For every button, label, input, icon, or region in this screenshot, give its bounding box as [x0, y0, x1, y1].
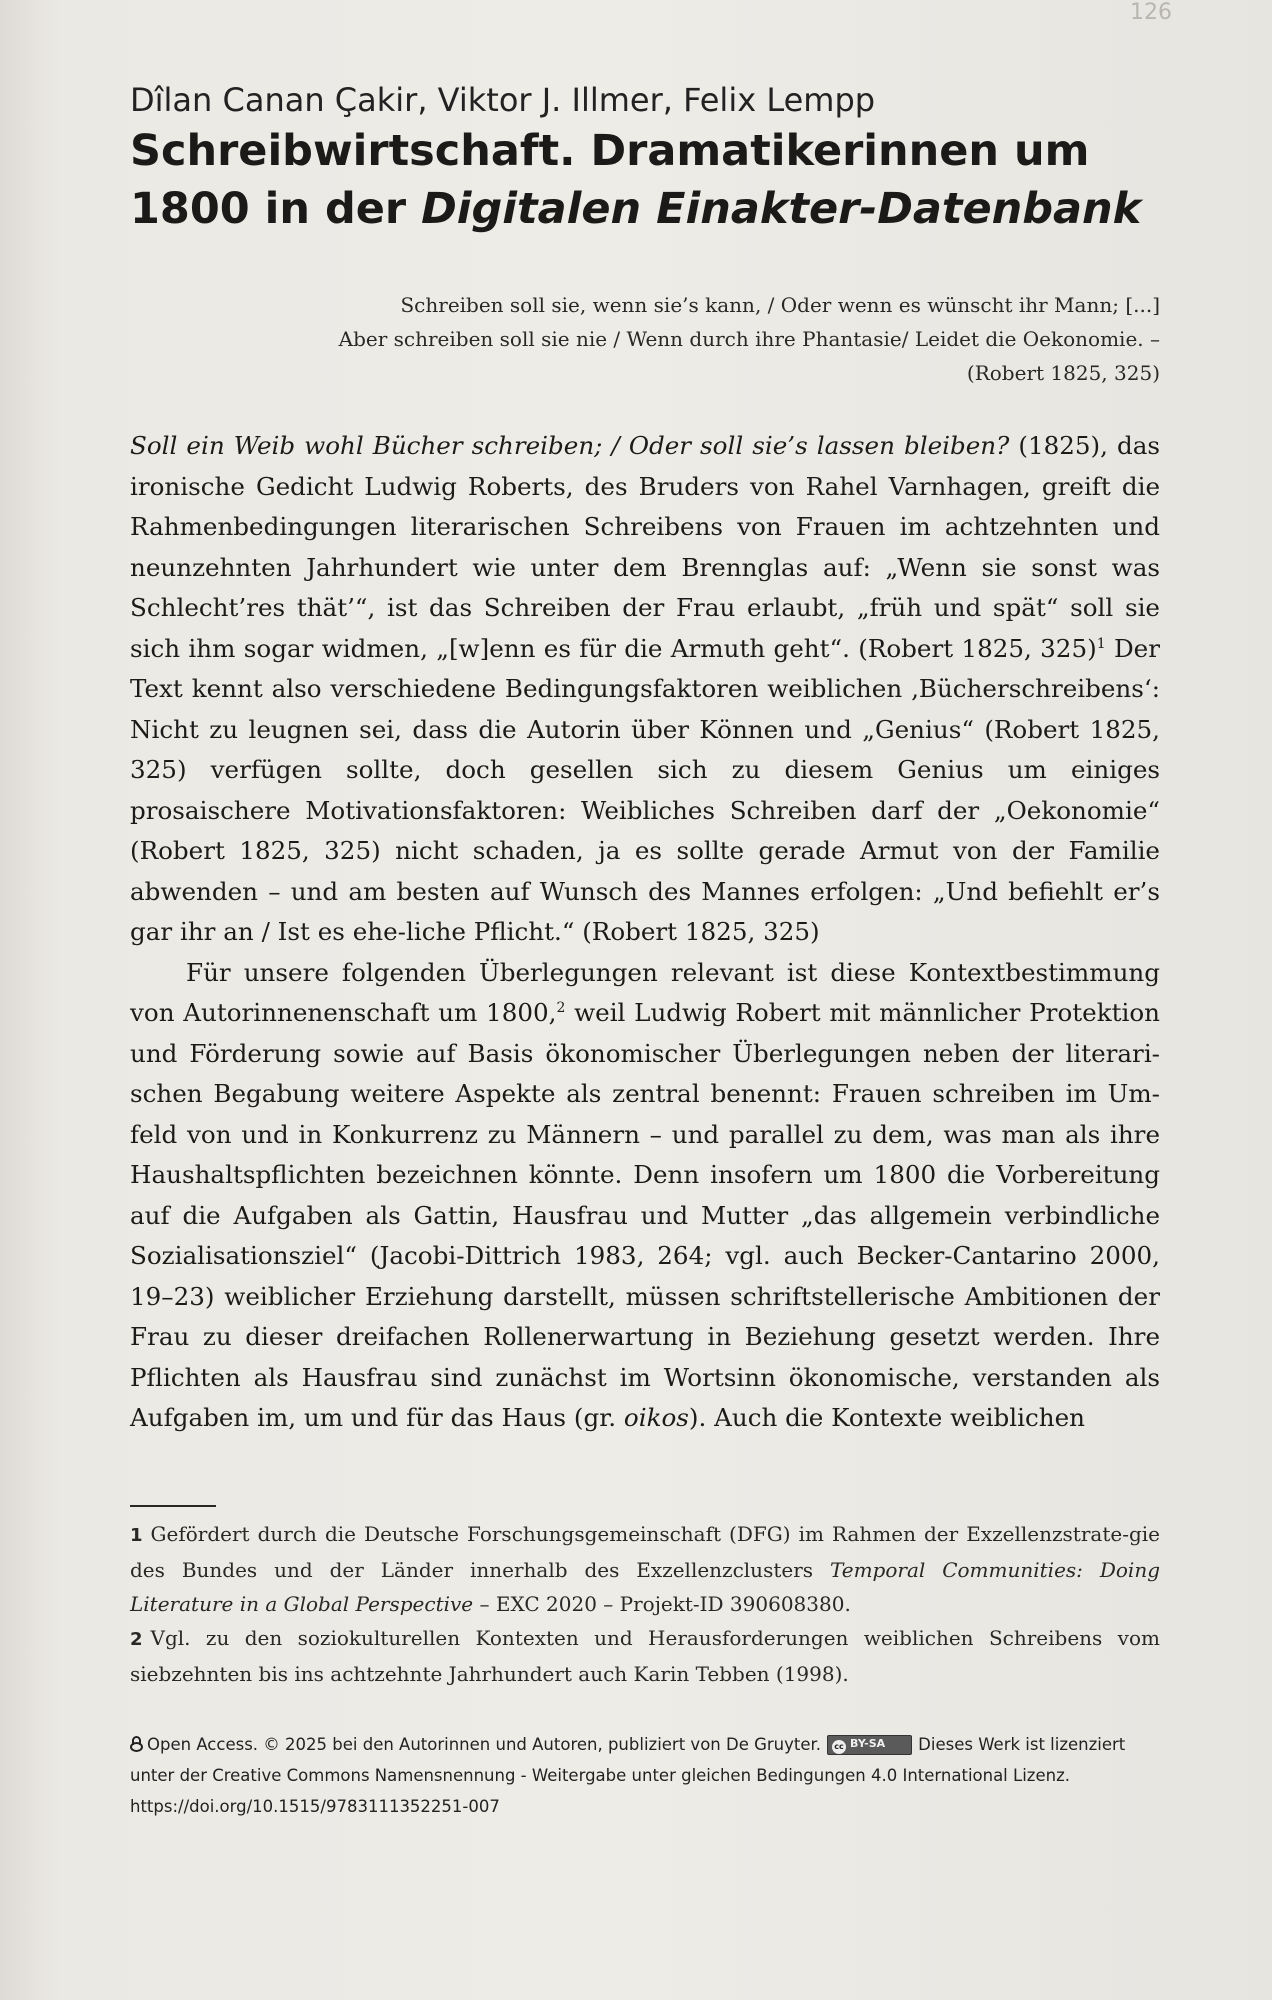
paragraph-1-text-b: Der Text kennt also verschiedene Bedingungsfaktoren weiblichen ‚Bücherschreibens‘: Nicht zu leugnen sei, dass die Autorin über Können und „Genius“ (Robert 1825, 325) verfügen sollte, doch gesellen sich zu diesem Genius um einiges prosaischere Motivationsfaktoren: Weibliches Schreiben darf der „Oekonomie“ (Robert 1825, 325) nicht schaden, ja es sollte gerade Armut von der Familie abwenden – und am besten auf Wunsch des Mannes erfolgen: „Und befiehlt er’s gar ihr an / Ist es ehe-liche Pflicht.“ (Robert 1825, 325) — [130, 633, 1160, 946]
footnote-divider — [130, 1505, 216, 1507]
footnote-1-text-b: – EXC 2020 – Projekt-ID 390608380. — [473, 1591, 851, 1616]
epigraph-line-2: Aber schreiben soll sie nie / Wenn durch ihre Phantasie/ Leidet die Oekonomie. – — [338, 327, 1160, 351]
license-text-b: Dieses Werk ist lizenziert unter der Creative Commons Namensnennung - Weitergabe unter gleichen Bedingungen 4.0 International Lizenz. — [130, 1734, 1126, 1785]
paragraph-1-text-a: (1825), das ironische Gedicht Ludwig Roberts, des Bruders von Rahel Varnhagen, greift die Rahmenbedingungen literarischen Schreibens von Frauen im achtzehnten und neunzehnten Jahrhundert wie unter dem Brennglas auf: „Wenn sie sonst was Schlecht’res thät’“, ist das Schreiben der Frau erlaubt, „früh und spät“ soll sie sich ihm sogar widmen, „[w]enn es für die Armuth geht“. (Robert 1825, 325) — [130, 431, 1160, 663]
epigraph-source: (Robert 1825, 325) — [966, 361, 1160, 385]
license-text-a: Open Access. © 2025 bei den Autorinnen und Autoren, publiziert von De Gruyter. — [147, 1734, 822, 1754]
license-text — [130, 1729, 1160, 1791]
chapter-content — [130, 78, 1160, 1822]
footnote-1-italic: Temporal Communities: Doing Literature in a Global Perspective — [130, 1557, 1161, 1616]
epigraph — [130, 288, 1160, 390]
footnote-number: 1 — [130, 1524, 143, 1546]
poem-title: Soll ein Weib wohl Bücher schreiben; / Oder soll sie’s lassen bleiben? — [130, 431, 1010, 460]
paragraph-2 — [130, 953, 1160, 1439]
license-notice — [130, 1729, 1160, 1822]
footnote-1 — [130, 1517, 1160, 1621]
cc-badge-label: BY-SA — [850, 1737, 886, 1750]
paragraph-1 — [130, 426, 1160, 953]
paragraph-2-text-a: Für unsere folgenden Überlegungen relevant ist diese Kontextbestimmung von Autorinnenenschaft um 1800, — [130, 957, 1160, 1027]
footnote-1-text-a: Gefördert durch die Deutsche Forschungsgemeinschaft (DFG) im Rahmen der Exzellenzstrate-gie des Bundes und der Länder innerhalb des Exzellenzclusters — [130, 1521, 1160, 1582]
footnote-ref-1[interactable]: 1 — [1096, 635, 1106, 652]
title-line-2: 1800 in der — [130, 184, 422, 234]
cc-by-sa-badge-icon[interactable] — [827, 1735, 912, 1755]
footnote-2 — [130, 1621, 1160, 1691]
chapter-authors: Dîlan Canan Çakir, Viktor J. Illmer, Felix Lempp — [130, 81, 876, 119]
paragraph-2-text-b: weil Ludwig Robert mit männlicher Protektion und Förderung sowie auf Basis ökonomischer Überlegungen neben der literari-schen Begabung weitere Aspekte als zentral benennt: Frauen schreiben im Um-feld von und in Konkurrenz zu Männern – und parallel zu dem, was man als ihre Haushaltspflichten bezeichnen könnte. Denn insofern um 1800 die Vorbereitung auf die Aufgaben als Gattin, Hausfrau und Mutter „das allgemein verbindliche Sozialisationsziel“ (Jacobi-Dittrich 1983, 264; vgl. auch Becker-Cantarino 2000, 19–23) weiblicher Erziehung darstellt, müssen schriftstellerische Ambitionen der Frau zu dieser dreifachen Rollenerwartung in Beziehung gesetzt werden. Ihre Pflichten als Hausfrau sind zunächst im Wortsinn ökonomische, verstanden als Aufgaben im, um und für das Haus (gr. — [130, 998, 1160, 1432]
title-italic: Digitalen Einakter-Datenbank — [421, 184, 1142, 234]
footnote-2-text: Vgl. zu den soziokulturellen Kontexten und Herausforderungen weiblichen Schreibens vom siebzehnten bis ins achtzehnte Jahrhundert auch Karin Tebben (1998). — [130, 1625, 1160, 1686]
epigraph-line-1: Schreiben soll sie, wenn sie’s kann, / Oder wenn es wünscht ihr Mann; [...] — [400, 293, 1160, 317]
open-access-icon — [130, 1736, 143, 1752]
footnote-ref-2[interactable]: 2 — [556, 999, 566, 1016]
doi-link[interactable]: https://doi.org/10.1515/9783111352251-007 — [130, 1796, 500, 1816]
footnotes — [130, 1505, 1160, 1691]
page-number: 126 — [1130, 0, 1172, 25]
cc-icon: cc — [832, 1740, 846, 1754]
oikos-term: oikos — [623, 1403, 689, 1432]
body-text — [130, 426, 1160, 1439]
title-line-1: Schreibwirtschaft. Dramatikerinnen um — [130, 126, 1090, 176]
chapter-title — [130, 122, 1160, 238]
footnote-number: 2 — [130, 1628, 143, 1650]
paragraph-2-text-c: ). Auch die Kontexte weiblichen — [688, 1403, 1086, 1432]
